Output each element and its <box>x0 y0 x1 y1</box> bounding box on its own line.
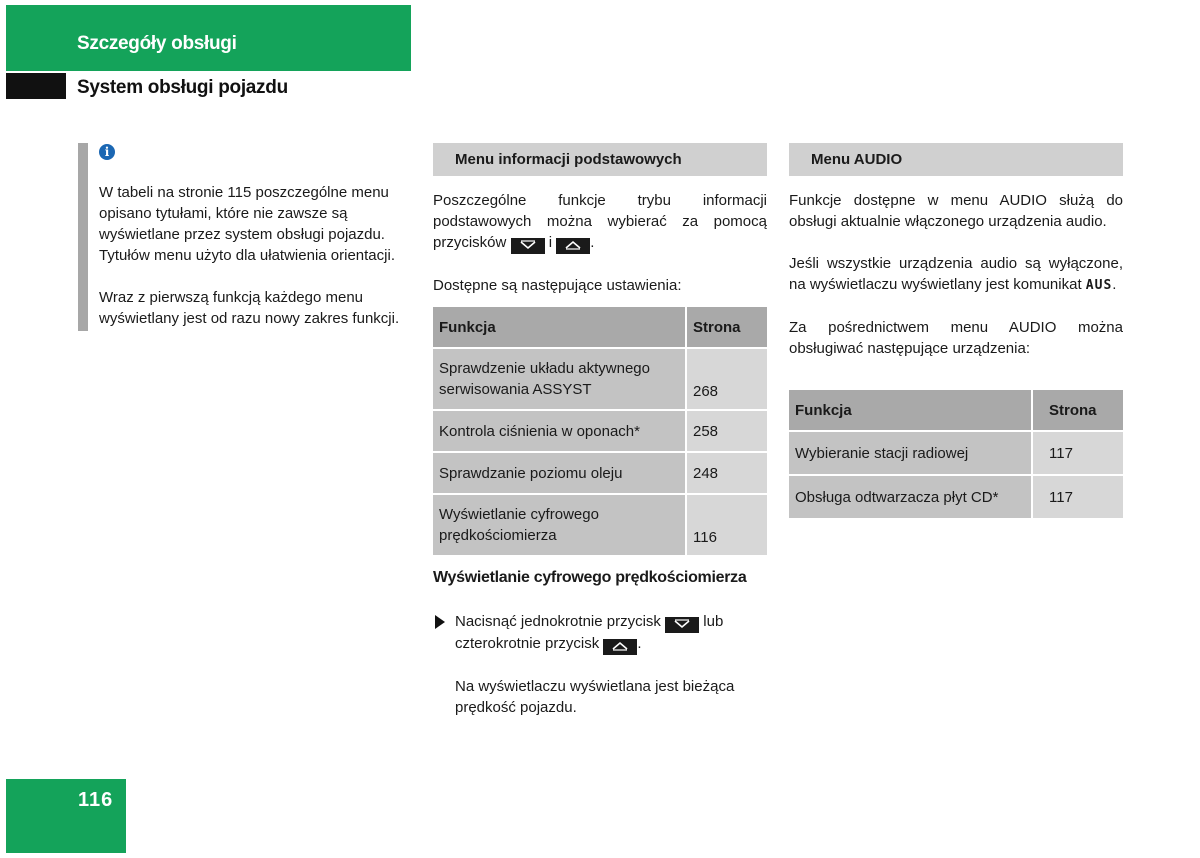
step-bullet-icon <box>435 615 445 629</box>
step-result: Na wyświetlaczu wyświetlana jest bieżąca prędkość pojazdu. <box>455 678 735 716</box>
basic-menu-intro <box>433 190 767 317</box>
basic-menu-intro-text: Poszczególne funkcje trybu informacji podstawowych można wybierać za pomocą przycisków <box>433 192 767 251</box>
table-cell-function: Wyświetlanie cyfrowego prędkościomierza <box>433 494 686 556</box>
down-button-icon <box>511 238 545 254</box>
table-cell-function: Sprawdzanie poziomu oleju <box>433 452 686 494</box>
table-header-row <box>433 307 767 348</box>
audio-paragraph-2-end: . <box>1112 276 1117 293</box>
basic-menu-table <box>433 307 767 557</box>
up-button-icon <box>556 238 590 254</box>
section-title: Szczegóły obsługi <box>77 33 237 54</box>
table-cell-page: 248 <box>686 452 767 494</box>
audio-paragraph-3: Za pośrednictwem menu AUDIO można obsługiwać następujące urządzenia: <box>789 319 1123 357</box>
up-button-icon <box>603 639 637 655</box>
table-row <box>789 431 1123 475</box>
page-number: 116 <box>78 789 114 811</box>
table-row <box>433 410 767 452</box>
basic-menu-intro-and: i <box>548 234 553 251</box>
header-marker <box>6 73 66 99</box>
table-cell-function: Kontrola ciśnienia w oponach* <box>433 410 686 452</box>
table-row <box>433 452 767 494</box>
info-paragraph-2: Wraz z pierwszą funkcją każdego menu wyświetlany jest od razu nowy zakres funkcji. <box>99 289 400 327</box>
table-header-page: Strona <box>686 307 767 348</box>
basic-menu-intro-end: . <box>590 234 595 251</box>
table-row <box>433 348 767 410</box>
table-cell-page: 116 <box>686 494 767 556</box>
step-text-1: Nacisnąć jednokrotnie przycisk <box>455 613 661 630</box>
table-cell-function: Obsługa odtwarzacza płyt CD* <box>789 475 1032 519</box>
table-row <box>433 494 767 556</box>
table-header-function: Funkcja <box>789 390 1032 431</box>
basic-menu-heading: Menu informacji podstawowych <box>433 143 767 176</box>
table-cell-page: 268 <box>686 348 767 410</box>
step-text-2: lub czterokrotnie przycisk <box>455 613 724 652</box>
speedometer-step <box>455 611 768 739</box>
table-header-function: Funkcja <box>433 307 686 348</box>
table-cell-page: 117 <box>1032 431 1123 475</box>
audio-paragraph-1: Funkcje dostępne w menu AUDIO służą do obsługi aktualnie włączonego urządzenia audio. <box>789 192 1123 230</box>
table-cell-page: 117 <box>1032 475 1123 519</box>
table-cell-page: 258 <box>686 410 767 452</box>
info-icon: i <box>99 144 115 160</box>
down-button-icon <box>665 617 699 633</box>
speedometer-heading: Wyświetlanie cyfrowego prędkościomierza <box>433 569 747 586</box>
table-header-page: Strona <box>1032 390 1123 431</box>
table-cell-function: Sprawdzenie układu aktywnego serwisowania ASSYST <box>433 348 686 410</box>
audio-paragraph-2: Jeśli wszystkie urządzenia audio są wyłączone, na wyświetlaczu wyświetlany jest komunikat <box>789 255 1123 293</box>
step-text-end: . <box>637 635 642 652</box>
page-title: System obsługi pojazdu <box>77 77 288 98</box>
audio-menu-text <box>789 190 1123 380</box>
table-header-row <box>789 390 1123 431</box>
display-message: AUS <box>1085 278 1113 293</box>
table-cell-function: Wybieranie stacji radiowej <box>789 431 1032 475</box>
audio-menu-heading: Menu AUDIO <box>789 143 1123 176</box>
audio-menu-table <box>789 390 1123 520</box>
table-row <box>789 475 1123 519</box>
settings-text: Dostępne są następujące ustawienia: <box>433 277 682 294</box>
info-box-text <box>99 182 407 350</box>
info-paragraph-1: W tabeli na stronie 115 poszczególne menu opisano tytułami, które nie zawsze są wyświetlane przez system obsługi pojazdu. Tytułów menu użyto dla ułatwienia orientacji. <box>99 184 395 264</box>
info-sidebar-bar <box>78 143 88 331</box>
